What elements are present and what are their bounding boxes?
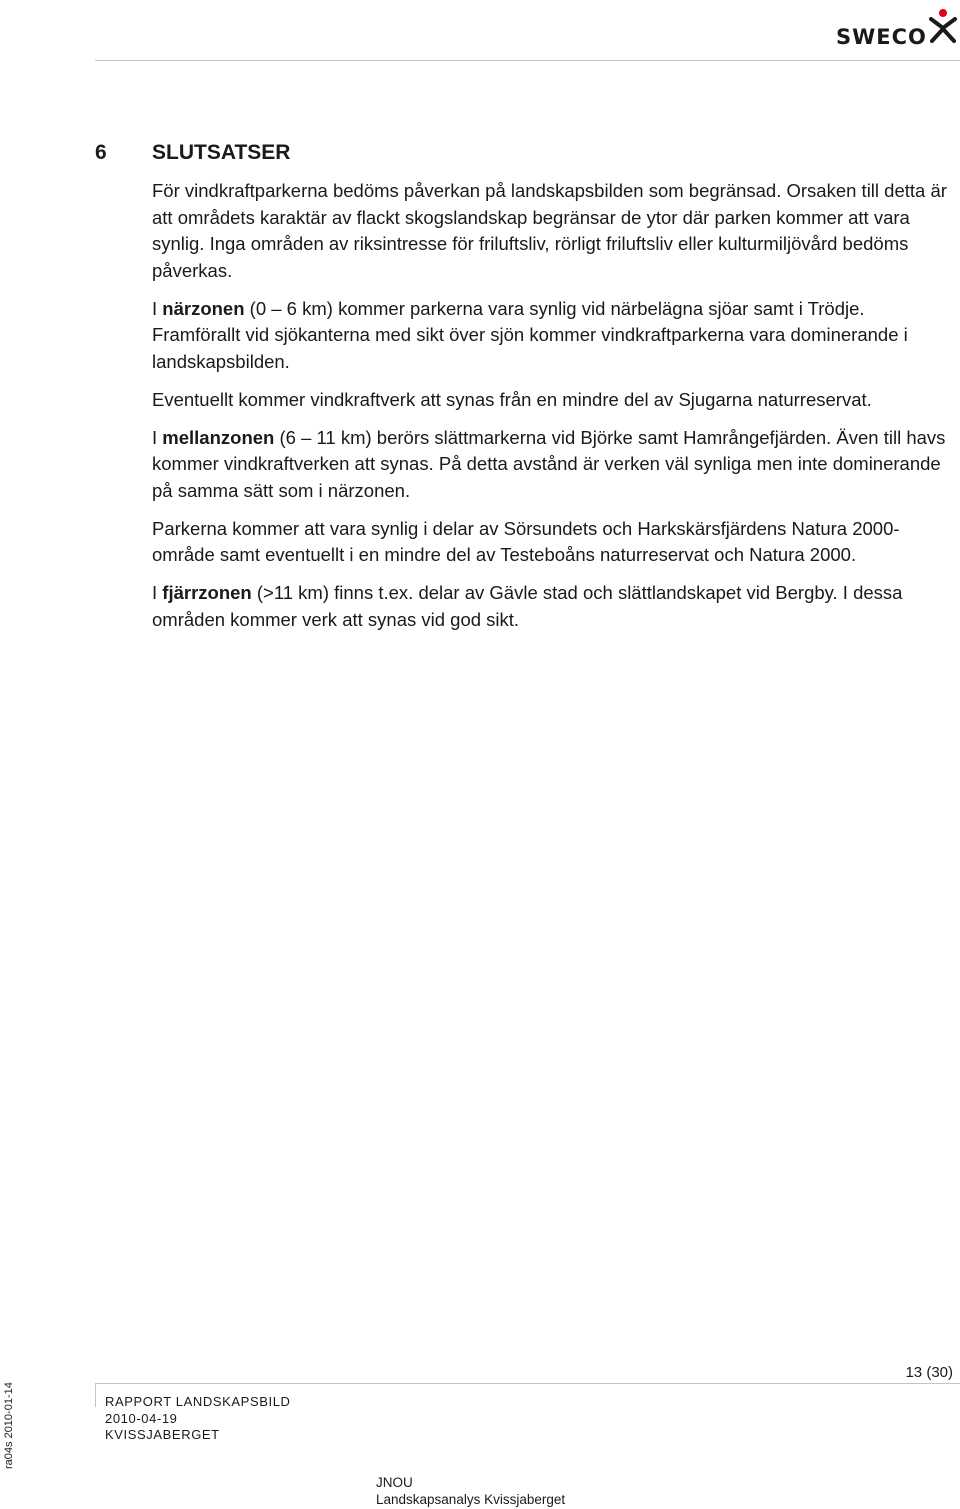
document-name: Landskapsanalys Kvissjaberget [376, 1492, 566, 1507]
report-date: 2010-04-19 [105, 1410, 178, 1426]
author-code: JNOU [376, 1475, 413, 1490]
paragraph-4-text: (6 – 11 km) berörs slättmarkerna vid Björke samt Hamrångefjärden. Även till havs kommer vindkraftverken att synas. På detta avstånd är verken väl synliga men inte dominerande på samma sätt som i närzonen. [152, 426, 946, 501]
section-title: SLUTSATSER [152, 141, 291, 164]
paragraph-5: Parkerna kommer att vara synlig i delar av Sörsundets och Harkskärsfjärdens Natura 2000-område samt eventuellt i en mindre del av Testeboåns naturreservat och Natura 2000. [152, 517, 900, 565]
page-number: 13 (30) [905, 1364, 953, 1381]
logo-text: SWECO [836, 25, 927, 49]
paragraph-6 [152, 580, 950, 633]
sweco-figure-icon [927, 8, 959, 44]
project-name: KVISSJABERGET [105, 1427, 220, 1442]
section-number: 6 [95, 141, 107, 164]
footer-document-info [376, 1474, 565, 1508]
header-divider [95, 60, 960, 61]
term-narzonen: närzonen [162, 297, 245, 319]
paragraph-2-lead: I [152, 297, 163, 319]
paragraph-6-lead: I [152, 582, 163, 603]
paragraph-2-text: (0 – 6 km) kommer parkerna vara synlig vid närbelägna sjöar samt i Trödje. Framförallt vid sjökanterna med sikt över sjön kommer vindkraftparkerna vara dominerande i landskapsbilden. [152, 297, 908, 372]
footer-divider-tick [95, 1383, 96, 1407]
footer-divider [95, 1383, 960, 1384]
sweco-logo [836, 8, 960, 48]
paragraph-3: Eventuellt kommer vindkraftverk att synas från en mindre del av Sjugarna naturreservat. [152, 388, 872, 410]
body-text [152, 178, 950, 645]
template-code: ra04s 2010-01-14 [3, 1382, 15, 1469]
footer-report-info [105, 1394, 291, 1444]
paragraph-2 [152, 296, 950, 376]
term-fjarrzonen: fjärrzonen [162, 582, 252, 603]
paragraph-4 [152, 425, 950, 505]
paragraph-4-lead: I [152, 426, 163, 448]
term-mellanzonen: mellanzonen [162, 426, 275, 448]
paragraph-6-text: (>11 km) finns t.ex. delar av Gävle stad och slättlandskapet vid Bergby. I dessa områden kommer verk att synas vid god sikt. [152, 582, 903, 630]
report-title: RAPPORT LANDSKAPSBILD [105, 1394, 291, 1409]
paragraph-1: För vindkraftparkerna bedöms påverkan på landskapsbilden som begränsad. Orsaken till detta är att områdets karaktär av flackt skogslandskap begränsar de ytor där parken kommer att vara synlig. Inga områden av riksintresse för friluftsliv, rörligt friluftsliv eller kulturmiljövård bedöms påverkas. [152, 180, 947, 281]
